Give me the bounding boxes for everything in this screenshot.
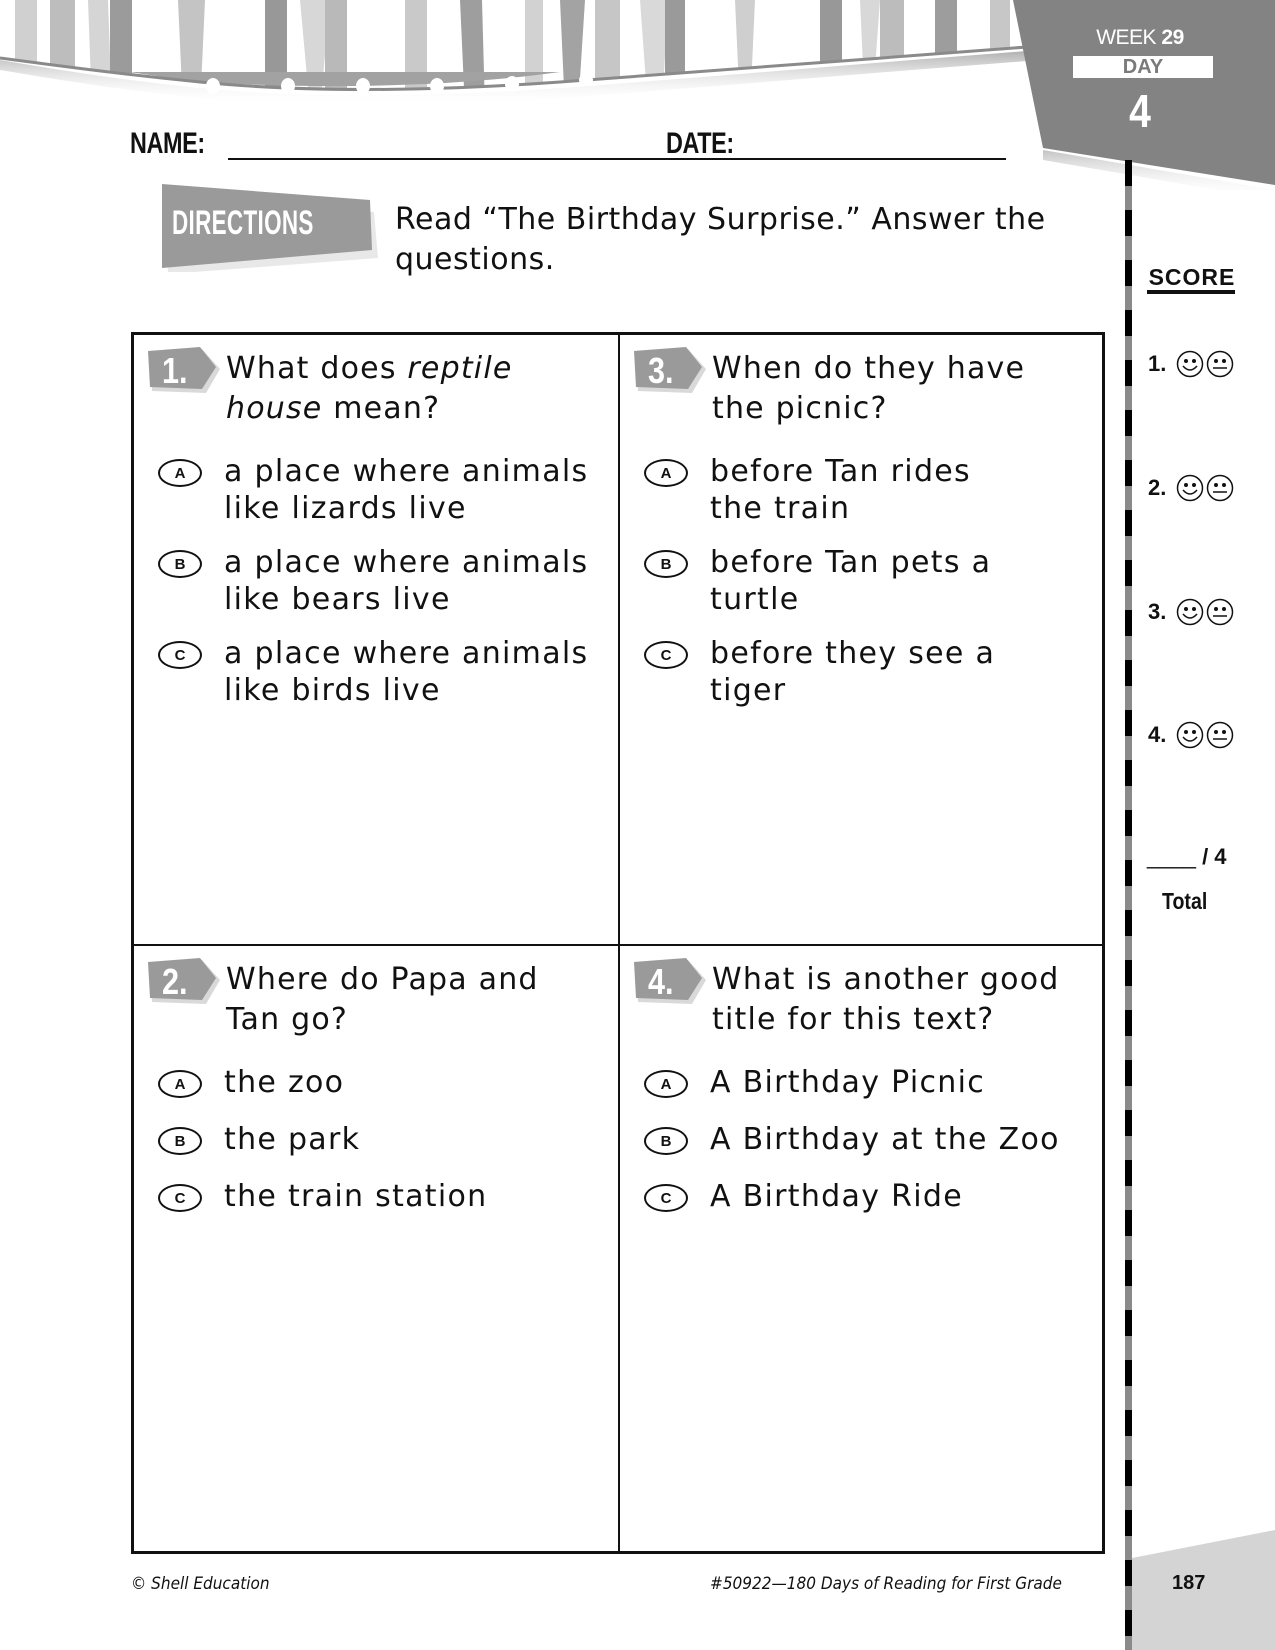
- day-label: DAY: [1073, 56, 1213, 78]
- option-c: [158, 1178, 608, 1215]
- answer-bubble-a[interactable]: A: [158, 1070, 202, 1098]
- option-text: the park: [224, 1122, 361, 1157]
- answer-bubble-a[interactable]: A: [644, 1070, 688, 1098]
- total-score-max: / 4: [1202, 844, 1227, 869]
- answer-bubble-c[interactable]: C: [158, 641, 202, 669]
- option-text: the train station: [224, 1179, 488, 1214]
- question-grid: [131, 332, 1105, 1554]
- option-c: [158, 635, 608, 709]
- neutral-face-icon[interactable]: [1206, 474, 1234, 502]
- week-number: 29: [1161, 26, 1184, 49]
- book-info-text: #50922—180 Days of Reading for First Grade: [710, 1574, 1062, 1594]
- smiley-face-icon[interactable]: [1176, 721, 1204, 749]
- day-number: 4: [1129, 85, 1151, 137]
- option-c: [644, 635, 1094, 709]
- question-text: [226, 349, 606, 429]
- smiley-face-icon[interactable]: [1176, 350, 1204, 378]
- question-number: 4.: [648, 961, 674, 1002]
- name-label: NAME:: [130, 127, 205, 160]
- answer-bubble-a[interactable]: A: [644, 459, 688, 487]
- score-divider-dashed: [1125, 160, 1132, 1650]
- question-number-badge: [146, 958, 222, 1008]
- option-text: before Tan rides the train: [710, 454, 971, 526]
- score-item-number: 4.: [1148, 722, 1167, 747]
- answer-bubble-c[interactable]: C: [158, 1184, 202, 1212]
- question-text: When do they have the picnic?: [712, 351, 1026, 426]
- header-banner: [0, 0, 1040, 110]
- option-text: before they see a tiger: [710, 636, 996, 708]
- page-number: 187: [1172, 1572, 1206, 1594]
- question-text: Where do Papa and Tan go?: [226, 962, 539, 1037]
- score-item-3: [1148, 595, 1234, 629]
- week-text: WEEK: [1096, 26, 1157, 49]
- option-a: [158, 1064, 608, 1101]
- total-score-row: [1147, 844, 1227, 870]
- option-c: [644, 1178, 1094, 1215]
- question-4: [620, 946, 1104, 1552]
- question-number-badge: [632, 958, 708, 1008]
- score-item-number: 3.: [1148, 599, 1167, 624]
- answer-bubble-b[interactable]: B: [644, 1127, 688, 1155]
- question-number: 1.: [162, 350, 188, 391]
- question-number: 3.: [648, 350, 674, 391]
- option-a: [158, 453, 608, 527]
- option-text: before Tan pets a turtle: [710, 545, 992, 617]
- total-score-blank[interactable]: ____: [1147, 844, 1196, 869]
- question-3: [620, 335, 1104, 941]
- option-text: A Birthday Ride: [710, 1179, 963, 1214]
- neutral-face-icon[interactable]: [1206, 721, 1234, 749]
- score-title: SCORE: [1148, 264, 1236, 290]
- week-label: [1005, 26, 1275, 50]
- score-underline: [1147, 290, 1235, 294]
- question-number-badge: [146, 347, 222, 397]
- question-number: 2.: [162, 961, 188, 1002]
- option-a: [644, 1064, 1094, 1101]
- question-text: What is another good title for this text?: [712, 962, 1060, 1037]
- answer-bubble-c[interactable]: C: [644, 641, 688, 669]
- copyright-text: © Shell Education: [131, 1574, 270, 1594]
- question-number-badge: [632, 347, 708, 397]
- neutral-face-icon[interactable]: [1206, 598, 1234, 626]
- neutral-face-icon[interactable]: [1206, 350, 1234, 378]
- question-2: [134, 946, 618, 1552]
- option-b: [644, 1121, 1094, 1158]
- directions-badge-label: DIRECTIONS: [172, 204, 314, 242]
- striped-banner-graphic: [0, 0, 1040, 110]
- week-day-tab: [1005, 0, 1275, 190]
- date-field[interactable]: [756, 158, 1006, 160]
- answer-bubble-b[interactable]: B: [644, 550, 688, 578]
- option-b: [644, 544, 1094, 618]
- directions-text: Read “The Birthday Surprise.” Answer the questions.: [395, 202, 1046, 277]
- score-item-1: [1148, 347, 1234, 381]
- option-a: [644, 453, 1094, 527]
- option-b: [158, 544, 608, 618]
- option-b: [158, 1121, 608, 1158]
- score-item-2: [1148, 471, 1234, 505]
- date-label: DATE:: [666, 127, 734, 160]
- directions-badge: [160, 182, 380, 272]
- option-text: A Birthday Picnic: [710, 1065, 986, 1100]
- answer-bubble-a[interactable]: A: [158, 459, 202, 487]
- option-text: A Birthday at the Zoo: [710, 1122, 1060, 1157]
- option-text: the zoo: [224, 1065, 345, 1100]
- answer-bubble-c[interactable]: C: [644, 1184, 688, 1212]
- question-term-italic: reptile house: [226, 351, 513, 426]
- smiley-face-icon[interactable]: [1176, 598, 1204, 626]
- option-text: a place where animals like lizards live: [224, 454, 589, 526]
- score-item-4: [1148, 718, 1234, 752]
- question-1: [134, 335, 618, 941]
- score-item-number: 2.: [1148, 475, 1167, 500]
- option-text: a place where animals like bears live: [224, 545, 589, 617]
- total-label: Total: [1162, 888, 1208, 914]
- student-info-row: [130, 126, 1010, 162]
- smiley-face-icon[interactable]: [1176, 474, 1204, 502]
- question-text-part: mean?: [322, 391, 441, 426]
- score-item-number: 1.: [1148, 351, 1167, 376]
- answer-bubble-b[interactable]: B: [158, 1127, 202, 1155]
- option-text: a place where animals like birds live: [224, 636, 589, 708]
- answer-bubble-b[interactable]: B: [158, 550, 202, 578]
- question-text-part: What does: [226, 351, 408, 386]
